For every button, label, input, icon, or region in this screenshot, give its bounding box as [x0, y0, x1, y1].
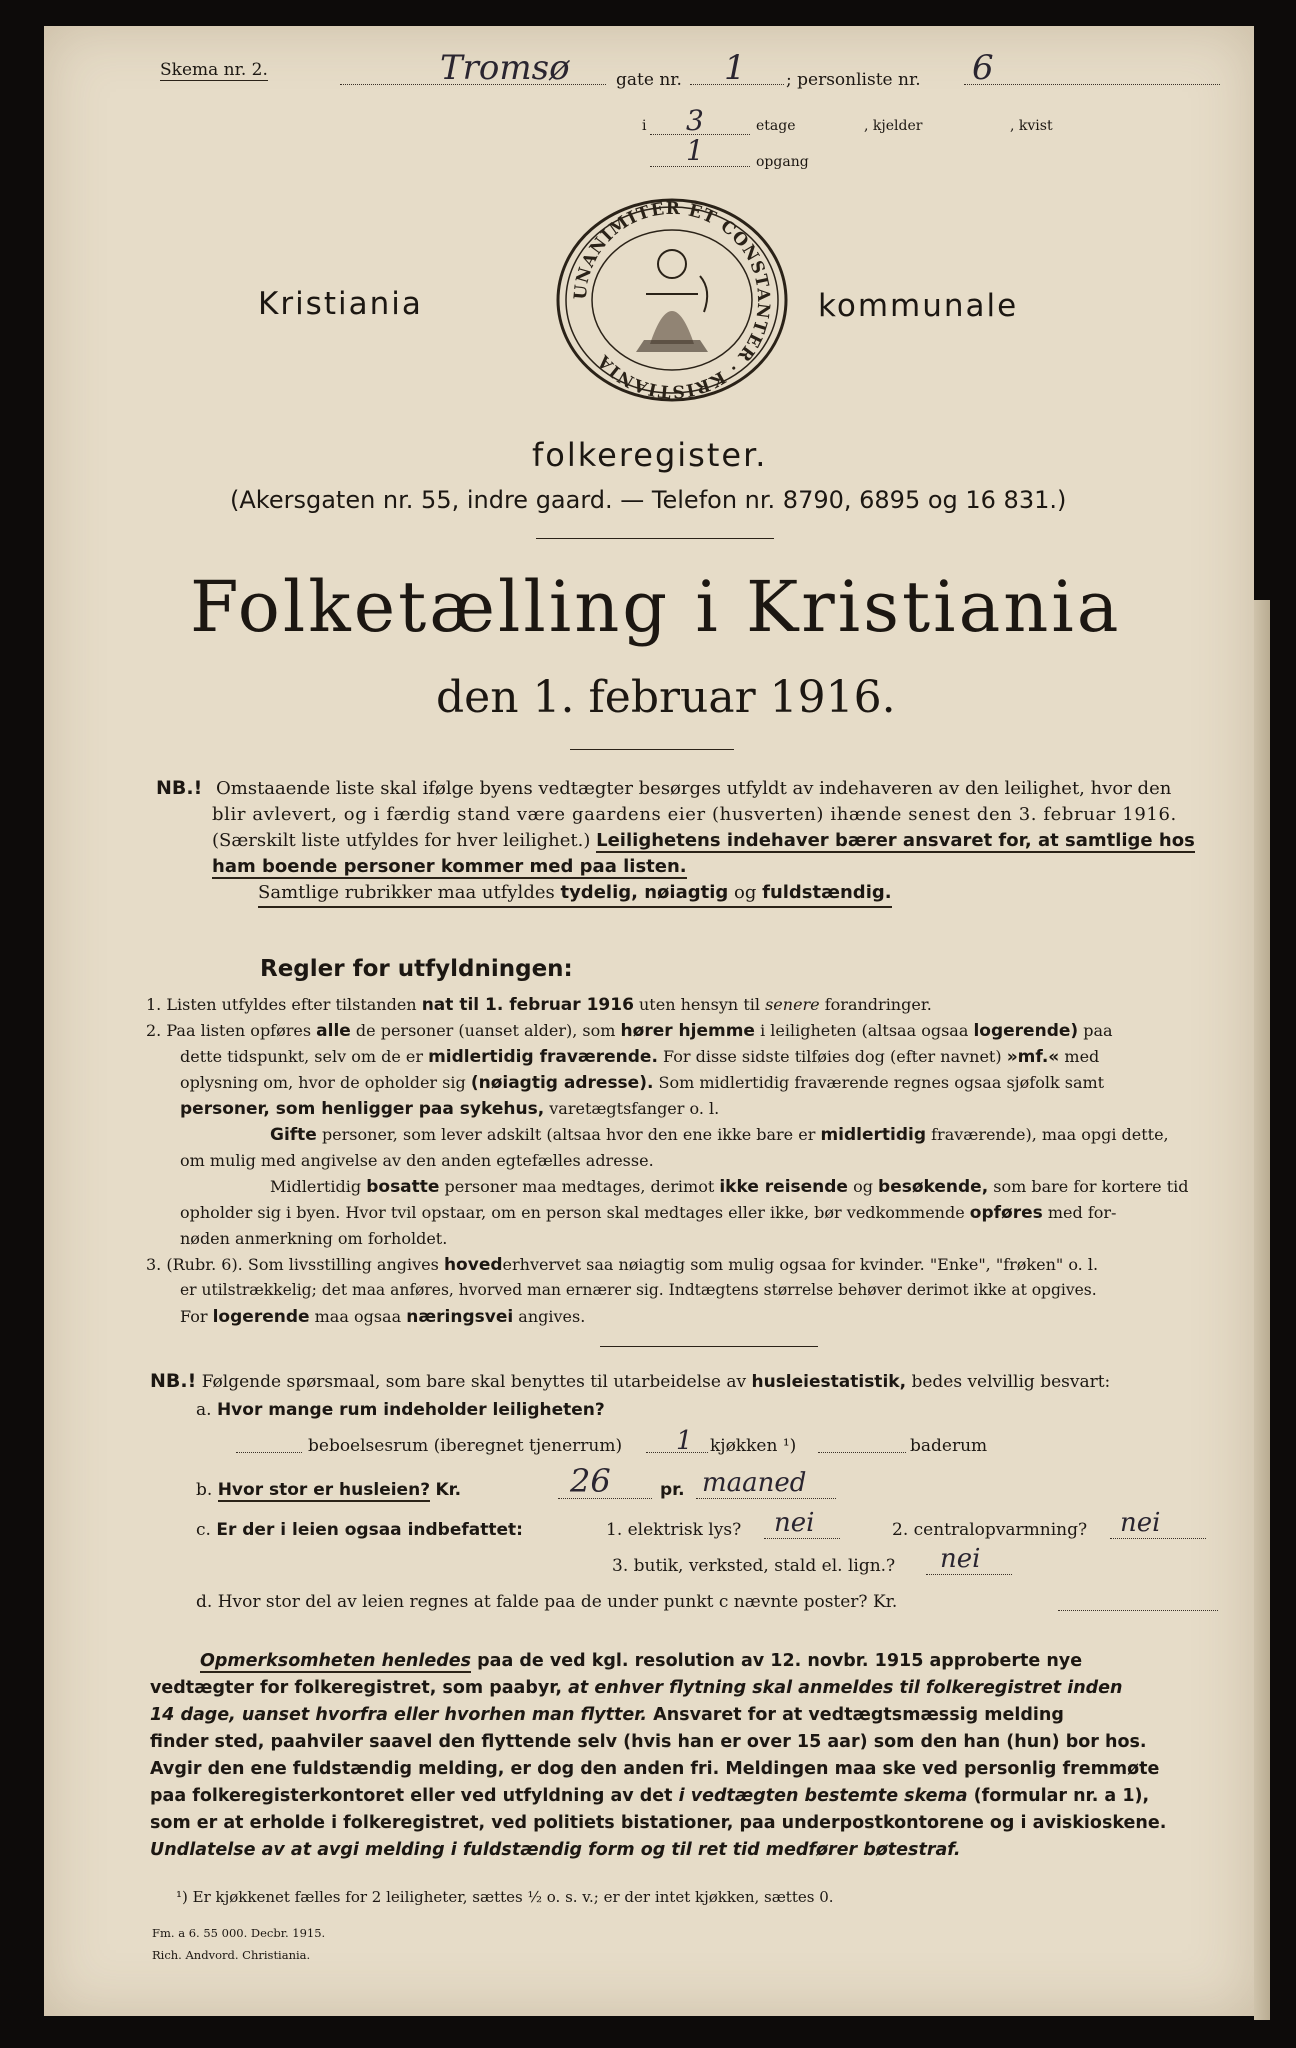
question-a: a. Hvor mange rum indeholder leiligheten?: [196, 1400, 605, 1420]
kommunale-label: kommunale: [818, 288, 1019, 324]
rule-1-num: 1.: [146, 995, 162, 1014]
rule-1-text: Listen utfyldes efter tilstanden: [166, 995, 417, 1014]
rule-1-bold: nat til 1. februar 1916: [421, 995, 634, 1015]
opgang-handwritten: 1: [686, 134, 704, 167]
nb1-line5c: og: [734, 882, 757, 903]
street-handwritten: Tromsø: [440, 48, 570, 88]
rule-2-line-3: oplysning om, hvor de opholder sig (nøiagtig adresse). Som midlertidig fraværende regnes ogsaa sjøfolk samt: [180, 1073, 1105, 1093]
question-a-bath: baderum: [910, 1436, 988, 1456]
i-label: i: [642, 118, 647, 134]
rule-1-text-2: uten hensyn til: [639, 995, 760, 1014]
nb1-line2: blir avlevert, og i færdig stand være gaardens eier (husverten) ihænde senest den 3. februar 1916.: [212, 804, 1177, 825]
rule-2-line-8: opholder sig i byen. Hvor tvil opstaar, om en person skal medtages eller ikke, bør vedkommende opføres med for-: [180, 1203, 1117, 1223]
footnote: ¹) Er kjøkkenet fælles for 2 leiligheter, sættes ½ o. s. v.; er der intet kjøkken, sættes 0.: [176, 1888, 834, 1906]
central-heating-handwritten: nei: [1120, 1508, 1161, 1538]
seal-ring-text: UNANIMITER ET CONSTANTER · KRISTIANIA: [570, 198, 774, 402]
notice-lead: Opmerksomheten henledes: [200, 1651, 472, 1671]
kristiania-city-seal: [550, 194, 794, 406]
rent-amount-handwritten: 26: [570, 1462, 611, 1500]
rule-2-line-9: nøden anmerkning om forholdet.: [180, 1229, 448, 1248]
nb1-line5d: fuldstændig.: [762, 882, 892, 903]
kvist-label: , kvist: [1010, 118, 1053, 134]
kristiania-label: Kristiania: [258, 286, 423, 322]
shop-handwritten: nei: [940, 1544, 981, 1574]
question-d: d. Hvor stor del av leien regnes at falde paa de under punkt c nævnte poster? Kr.: [196, 1592, 898, 1612]
nb1-label: NB.!: [156, 777, 203, 799]
nb1-line5a: Samtlige rubrikker maa utfyldes: [258, 882, 555, 903]
rule-2-line-2: dette tidspunkt, selv om de er midlertidig fraværende. For disse sidste tilføies dog (efter navnet) »mf.« med: [180, 1047, 1100, 1067]
nb1-line3a: (Særskilt liste utfyldes for hver leilighet.): [212, 830, 591, 851]
gate-number-handwritten: 1: [724, 48, 746, 88]
rent-period-handwritten: maaned: [702, 1468, 807, 1498]
title-date: den 1. februar 1916.: [436, 672, 896, 723]
rule-1-italic: senere: [765, 995, 820, 1014]
kjelder-label: , kjelder: [864, 118, 923, 134]
notice-line-5: Avgir den ene fuldstændig melding, er dog den anden fri. Meldingen maa ske ved personlig fremmøte: [150, 1759, 1160, 1779]
notice-line-6-italic: i vedtægten bestemte skema: [678, 1786, 968, 1806]
page-edge: [1254, 600, 1270, 2020]
notice-line-6-end: (formular nr. a 1),: [973, 1786, 1150, 1806]
nb1-line4: ham boende personer kommer med paa listen.: [212, 856, 687, 877]
gate-label: gate nr.: [616, 70, 682, 90]
imprint-line-1: Fm. a 6. 55 000. Decbr. 1915.: [152, 1926, 326, 1940]
rule-2-line-7: Midlertidig bosatte personer maa medtages, derimot ikke reisende og besøkende, som bare for kortere tid: [270, 1177, 1189, 1197]
nb2-intro: [150, 1370, 1110, 1392]
rules-heading: Regler for utfyldningen:: [260, 956, 573, 982]
personliste-label: ; personliste nr.: [786, 70, 921, 90]
notice-line-3: Ansvaret for at vedtægtsmæssig melding: [653, 1705, 1064, 1725]
rule-2-line-5: Gifte personer, som lever adskilt (altsaa hvor den ene ikke bare er midlertidig fraværende), maa opgi dette,: [270, 1125, 1169, 1145]
notice-line-2: vedtægter for folkeregistret, som paabyr,: [150, 1678, 562, 1698]
notice-line-4: finder sted, paahviler saavel den flyttende selv (hvis han er over 15 aar) som den han (hun) bor hos.: [150, 1732, 1147, 1752]
rule-1: [146, 992, 932, 1019]
question-a-kitchen: kjøkken ¹): [710, 1436, 797, 1456]
notice-line-8: Undlatelse av at avgi melding i fuldstændig form og til ret tid medfører bøtestraf.: [150, 1840, 961, 1860]
rule-2-line-1: 2. Paa listen opføres alle de personer (uanset alder), som hører hjemme i leiligheten (altsaa ogsaa logerende) paa: [146, 1021, 1113, 1041]
question-c2: 2. centralopvarmning?: [892, 1520, 1088, 1540]
electric-light-handwritten: nei: [774, 1508, 815, 1538]
notice-line-7: som er at erholde i folkeregistret, ved politiets bistationer, paa underpostkontorene og i aviskioskene.: [150, 1813, 1167, 1833]
title-main: Folketælling i Kristiania: [190, 566, 1122, 648]
question-b: b. Hvor stor er husleien? Kr.: [196, 1480, 462, 1500]
rule-3-line-2: er utilstrækkelig; det maa anføres, hvorved man ernærer sig. Indtægtens størrelse behøver derimot ikke at opgives.: [180, 1281, 1097, 1299]
question-c1: 1. elektrisk lys?: [606, 1520, 742, 1540]
census-form-sheet: [44, 26, 1254, 2016]
question-c3: 3. butik, verksted, stald el. lign.?: [612, 1556, 896, 1576]
notice-line-2-italic: at enhver flytning skal anmeldes til folkeregistret inden: [568, 1678, 1123, 1698]
office-address: (Akersgaten nr. 55, indre gaard. — Telefon nr. 8790, 6895 og 16 831.): [230, 486, 1067, 514]
rule-2-line-4: personer, som henligger paa sykehus, varetægtsfanger o. l.: [180, 1099, 720, 1119]
notice-line-3-italic: 14 dage, uanset hvorfra eller hvorhen man flytter.: [150, 1705, 648, 1725]
imprint-line-2: Rich. Andvord. Christiania.: [152, 1948, 311, 1962]
folkeregister-label: folkeregister.: [532, 436, 768, 474]
etage-label: etage: [756, 118, 796, 134]
schema-number: Skema nr. 2.: [160, 60, 268, 80]
question-c: c. Er der i leien ogsaa indbefattet:: [196, 1520, 523, 1540]
opgang-label: opgang: [756, 154, 809, 170]
nb1-line5b: tydelig, nøiagtig: [560, 882, 729, 903]
nb2-intro-bold: husleiestatistik,: [751, 1372, 907, 1392]
notice-line-6: paa folkeregisterkontoret eller ved utfyldning av det: [150, 1786, 673, 1806]
personliste-handwritten: 6: [972, 48, 994, 88]
nb2-intro-text-2: bedes velvillig besvart:: [911, 1372, 1111, 1392]
notice-line-1: paa de ved kgl. resolution av 12. novbr. 1915 approberte nye: [477, 1651, 1083, 1671]
nb1-line1: Omstaaende liste skal ifølge byens vedtægter besørges utfyldt av indehaveren av den leilighet, hvor den: [216, 778, 1172, 799]
rule-3-line-1: 3. (Rubr. 6). Som livsstilling angives hovederhvervet saa nøiagtig som mulig ogsaa for kvinder. "Enke", "frøken" o. l.: [146, 1255, 1099, 1275]
rent-per-label: pr.: [660, 1480, 685, 1500]
nb2-intro-text: Følgende spørsmaal, som bare skal benyttes til utarbeidelse av: [201, 1372, 747, 1392]
rule-2-line-6: om mulig med angivelse av den anden egtefælles adresse.: [180, 1151, 654, 1170]
etage-handwritten: 3: [686, 104, 704, 137]
rule-3-line-3: For logerende maa ogsaa næringsvei angives.: [180, 1307, 586, 1327]
question-a-rooms: beboelsesrum (iberegnet tjenerrum): [308, 1436, 623, 1456]
nb1-line3b: Leilighetens indehaver bærer ansvaret for, at samtlige hos: [596, 830, 1195, 851]
nb2-label: NB.!: [150, 1370, 197, 1392]
kjokken-handwritten: 1: [676, 1426, 693, 1456]
rule-1-text-3: forandringer.: [824, 995, 932, 1014]
